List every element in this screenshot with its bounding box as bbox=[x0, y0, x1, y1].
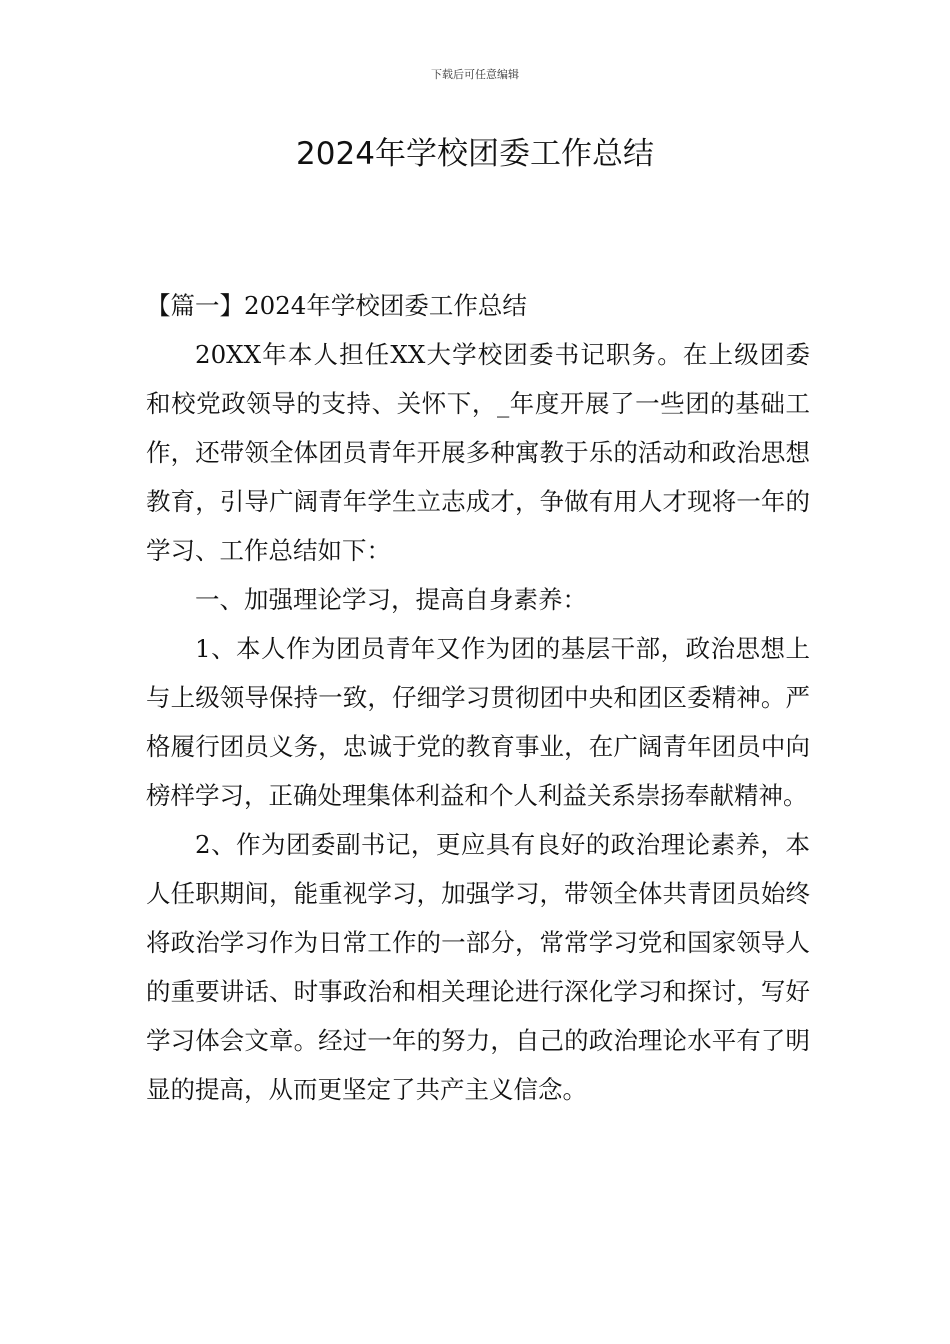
paragraph-item-1: 1、本人作为团员青年又作为团的基层干部，政治思想上与上级领导保持一致，仔细学习贯彻团中央和团区委精神。严格履行团员义务，忠诚于党的教育事业，在广阔青年团员中向榜样学习，正确处理集体利益和个人利益关系崇扬奉献精神。 bbox=[146, 634, 810, 810]
section-heading: 【篇一】2024年学校团委工作总结 bbox=[146, 291, 527, 320]
paragraph-heading-one: 一、加强理论学习，提高自身素养： bbox=[195, 585, 587, 614]
document-title: 2024年学校团委工作总结 bbox=[296, 136, 654, 172]
paragraph-item-2: 2、作为团委副书记，更应具有良好的政治理论素养，本人任职期间，能重视学习，加强学习，带领全体共青团员始终将政治学习作为日常工作的一部分，常常学习党和国家领导人的重要讲话、时事政治和相关理论进行深化学习和探讨，写好学习体会文章。经过一年的努力，自己的政治理论水平有了明显的提高，从而更坚定了共产主义信念。 bbox=[146, 830, 810, 1104]
document-body bbox=[146, 281, 810, 1114]
header-note: 下载后可任意编辑 bbox=[431, 68, 519, 81]
paragraph-intro: 20XX年本人担任XX大学校团委书记职务。在上级团委和校党政领导的支持、关怀下，_年度开展了一些团的基础工作，还带领全体团员青年开展多种寓教于乐的活动和政治思想教育，引导广阔青年学生立志成才，争做有用人才现将一年的学习、工作总结如下： bbox=[146, 340, 810, 565]
